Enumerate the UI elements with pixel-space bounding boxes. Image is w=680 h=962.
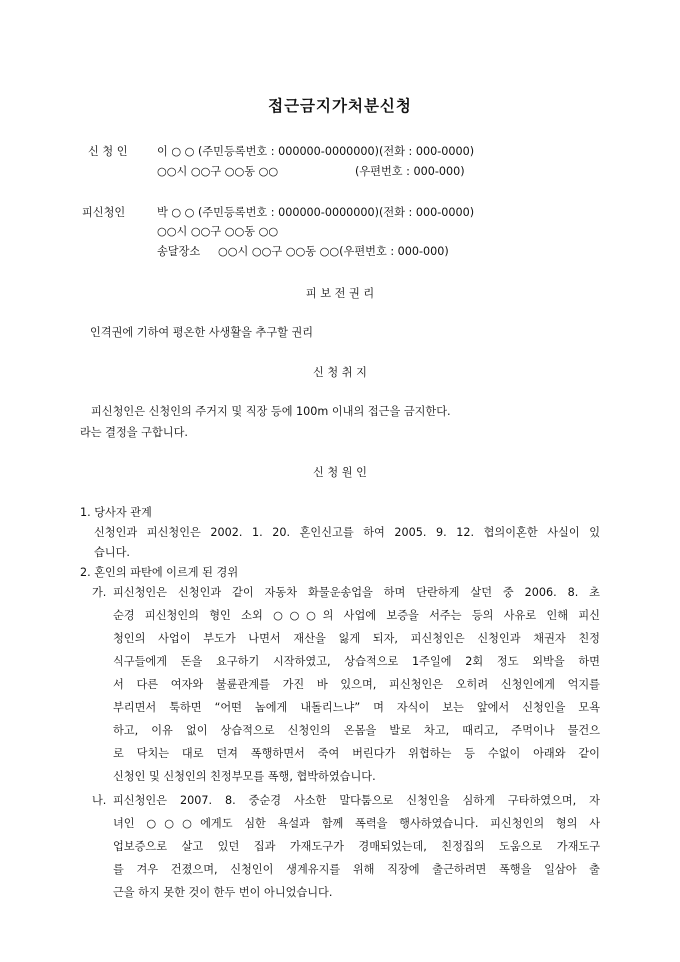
item-a-marker: 가. [92,586,107,599]
item-a-line: 하고, 이유 없이 상습적으로 신청인의 온몸을 발로 차고, 때리고, 주먹이나 물건으 [113,724,600,737]
purpose-heading: 신 청 취 지 [313,366,367,379]
applicant-name-line: 이 ○ ○ (주민등록번호 : 000000-0000000)(전화 : 000-0000) [157,145,475,158]
protected-right-heading: 피 보 전 권 리 [305,287,375,300]
respondent-label: 피신청인 [82,206,126,219]
item-b-line: 피신청인은 2007. 8. 중순경 사소한 말다툼으로 신청인을 심하게 구타하였으며, 자 [113,794,600,807]
service-label: 송달장소 [157,245,201,258]
applicant-postal: (우편번호 : 000-000) [355,165,465,178]
item-b-line: 업보증으로 살고 있던 집과 가재도구가 경매되었는데, 친정집의 도움으로 가재도구 [113,840,600,853]
item-a-line: 서 다른 여자와 불륜관계를 가진 바 있으며, 피신청인은 오히려 신청인에게 억지를 [113,678,600,691]
section-1-heading: 1. 당사자 관계 [80,506,152,519]
purpose-line-1: 피신청인은 신청인의 주거지 및 직장 등에 100m 이내의 접근을 금지한다. [91,405,451,418]
protected-right-text: 인격권에 기하여 평온한 사생활을 추구할 권리 [90,326,314,339]
item-b-marker: 나. [92,794,107,807]
section-1-line: 신청인과 피신청인은 2002. 1. 20. 혼인신고를 하여 2005. 9. 12. 협의이혼한 사실이 있 [94,526,600,539]
service-address: ○○시 ○○구 ○○동 ○○(우편번호 : 000-000) [218,245,449,258]
item-b-line: 녀인 ○○○에게도 심한 욕설과 함께 폭력을 행사하였습니다. 피신청인의 형의 사 [113,817,600,830]
document-title: 접근금지가처분신청 [268,97,412,115]
item-a-line: 로 닥치는 대로 던져 폭행하면서 죽여 버린다가 위협하는 등 수없이 아래와 같이 [113,747,600,760]
item-a-line: 청인의 사업이 부도가 나면서 재산을 잃게 되자, 피신청인은 신청인과 채권자 친정 [113,632,600,645]
cause-heading: 신 청 원 인 [313,466,367,479]
item-a-line: 부리면서 툭하면 “어떤 놈에게 내돌리느냐” 며 자식이 보는 앞에서 신청인을 모욕 [113,701,600,714]
item-b-line: 를 겨우 건졌으며, 신청인이 생계유지를 위해 직장에 출근하려면 폭행을 일삼아 출 [113,863,600,876]
item-b-line: 근을 하지 못한 것이 한두 번이 아니었습니다. [113,886,333,899]
applicant-label: 신 청 인 [88,145,128,158]
item-a-line: 신청인 및 신청인의 친정부모를 폭행, 협박하였습니다. [113,770,376,783]
purpose-line-2: 라는 결정을 구합니다. [80,426,188,439]
respondent-address: ○○시 ○○구 ○○동 ○○ [157,225,279,238]
section-2-heading: 2. 혼인의 파탄에 이르게 된 경위 [80,566,239,579]
section-1-line: 습니다. [94,546,130,559]
item-a-line: 식구들에게 돈을 요구하기 시작하였고, 상습적으로 1주일에 2회 정도 외박을 하면 [113,655,600,668]
applicant-address: ○○시 ○○구 ○○동 ○○ [157,165,279,178]
item-a-line: 피신청인은 신청인과 같이 자동차 화물운송업을 하며 단란하게 살던 중 2006. 8. 초 [113,586,600,599]
item-a-line: 순경 피신청인의 형인 소외 ○○○의 사업에 보증을 서주는 등의 사유로 인해 피신 [113,609,600,622]
respondent-name-line: 박 ○ ○ (주민등록번호 : 000000-0000000)(전화 : 000-0000) [157,206,475,219]
